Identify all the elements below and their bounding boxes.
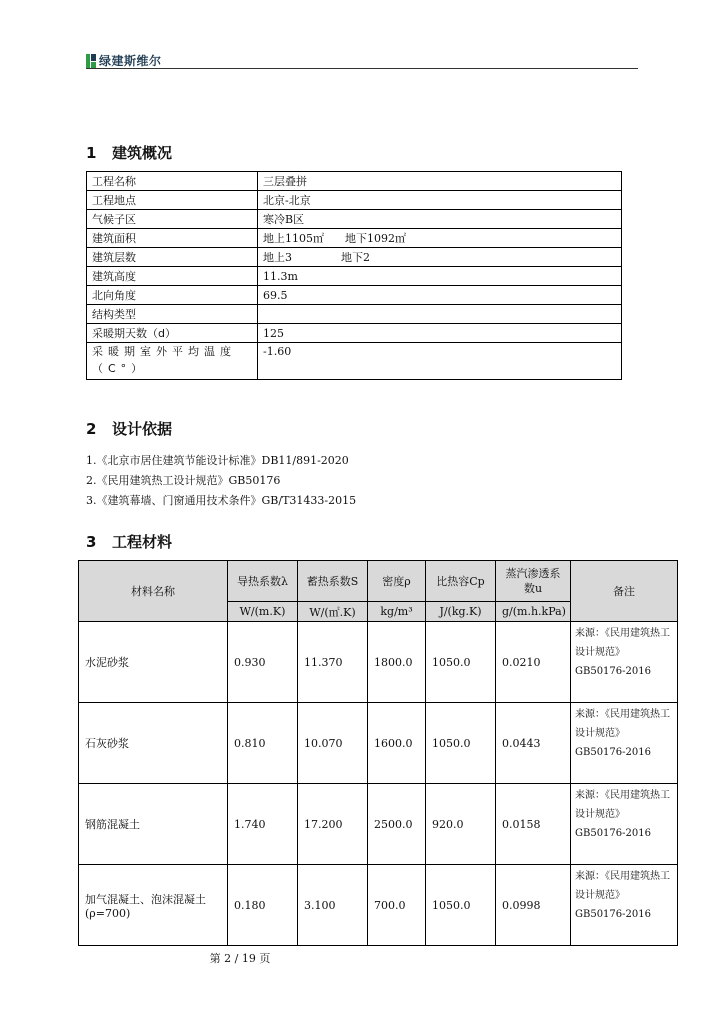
row-value: 寒冷B区 bbox=[258, 210, 622, 229]
col-header-note: 备注 bbox=[571, 561, 678, 622]
unit-cp: J/(kg.K) bbox=[426, 602, 496, 622]
material-s: 3.100 bbox=[298, 865, 368, 946]
section1-number: 1 bbox=[86, 144, 97, 162]
table-row bbox=[87, 324, 622, 343]
page-header bbox=[86, 50, 638, 70]
list-item: 1.《北京市居住建筑节能设计标准》DB11/891-2020 bbox=[86, 454, 349, 467]
row-value: 11.3m bbox=[258, 267, 622, 286]
table-row bbox=[87, 305, 622, 324]
material-rho: 1600.0 bbox=[368, 703, 426, 784]
section3-title: 工程材料 bbox=[112, 533, 173, 551]
table-row bbox=[79, 703, 678, 784]
material-s: 10.070 bbox=[298, 703, 368, 784]
row-label: 采暖期天数（d） bbox=[87, 324, 258, 343]
table-row bbox=[79, 784, 678, 865]
material-name: 石灰砂浆 bbox=[79, 703, 228, 784]
col-header-lambda: 导热系数λ bbox=[228, 561, 298, 602]
table-row bbox=[79, 622, 678, 703]
table-row bbox=[87, 229, 622, 248]
list-item: 2.《民用建筑热工设计规范》GB50176 bbox=[86, 474, 281, 487]
reference-list bbox=[86, 451, 356, 511]
row-label: 工程名称 bbox=[87, 172, 258, 191]
table-row bbox=[79, 865, 678, 946]
material-lambda: 1.740 bbox=[228, 784, 298, 865]
row-value: -1.60 bbox=[258, 343, 622, 380]
table-row bbox=[87, 267, 622, 286]
col-header-cp: 比热容Cp bbox=[426, 561, 496, 602]
col-header-name: 材料名称 bbox=[79, 561, 228, 622]
row-value: 三层叠拼 bbox=[258, 172, 622, 191]
table-row bbox=[87, 248, 622, 267]
building-overview-table bbox=[86, 171, 622, 380]
material-rho: 700.0 bbox=[368, 865, 426, 946]
material-u: 0.0158 bbox=[496, 784, 571, 865]
section3-heading bbox=[86, 531, 172, 552]
logo-mark-icon bbox=[86, 54, 96, 68]
material-cp: 1050.0 bbox=[426, 703, 496, 784]
material-lambda: 0.930 bbox=[228, 622, 298, 703]
section2-heading bbox=[86, 418, 172, 439]
section2-number: 2 bbox=[86, 420, 97, 438]
section3-number: 3 bbox=[86, 533, 97, 551]
table-row bbox=[87, 191, 622, 210]
row-value: 地上1105㎡ 地下1092㎡ bbox=[258, 229, 622, 248]
unit-rho: kg/m³ bbox=[368, 602, 426, 622]
list-item: 3.《建筑幕墙、门窗通用技术条件》GB/T31433-2015 bbox=[86, 494, 357, 507]
table-row bbox=[87, 343, 622, 380]
col-header-u: 蒸汽渗透系数u bbox=[496, 561, 571, 602]
material-cp: 1050.0 bbox=[426, 865, 496, 946]
row-label: 建筑层数 bbox=[87, 248, 258, 267]
page-number: 第 2 / 19 页 bbox=[209, 952, 271, 965]
row-label: 气候子区 bbox=[87, 210, 258, 229]
table-row bbox=[87, 210, 622, 229]
logo-text: 绿建斯维尔 bbox=[99, 54, 162, 68]
row-label: 采暖期室外平均温度（C°） bbox=[87, 343, 258, 380]
material-u: 0.0443 bbox=[496, 703, 571, 784]
material-rho: 2500.0 bbox=[368, 784, 426, 865]
material-lambda: 0.810 bbox=[228, 703, 298, 784]
table-row bbox=[87, 286, 622, 305]
row-value: 69.5 bbox=[258, 286, 622, 305]
material-name: 水泥砂浆 bbox=[79, 622, 228, 703]
table-header-row bbox=[79, 561, 678, 602]
material-u: 0.0210 bbox=[496, 622, 571, 703]
row-label: 建筑面积 bbox=[87, 229, 258, 248]
col-header-s: 蓄热系数S bbox=[298, 561, 368, 602]
col-header-rho: 密度ρ bbox=[368, 561, 426, 602]
table-row bbox=[87, 172, 622, 191]
material-u: 0.0998 bbox=[496, 865, 571, 946]
material-note: 来源：《民用建筑热工设计规范》GB50176-2016 bbox=[571, 784, 678, 865]
material-s: 17.200 bbox=[298, 784, 368, 865]
material-cp: 920.0 bbox=[426, 784, 496, 865]
material-s: 11.370 bbox=[298, 622, 368, 703]
material-name: 加气混凝土、泡沫混凝土(ρ=700) bbox=[79, 865, 228, 946]
material-cp: 1050.0 bbox=[426, 622, 496, 703]
row-value bbox=[258, 305, 622, 324]
unit-u: g/(m.h.kPa) bbox=[496, 602, 571, 622]
section2-title: 设计依据 bbox=[112, 420, 173, 438]
header-divider bbox=[86, 68, 638, 69]
row-value: 125 bbox=[258, 324, 622, 343]
row-label: 结构类型 bbox=[87, 305, 258, 324]
material-note: 来源：《民用建筑热工设计规范》GB50176-2016 bbox=[571, 703, 678, 784]
row-value: 地上3 地下2 bbox=[258, 248, 622, 267]
unit-lambda: W/(m.K) bbox=[228, 602, 298, 622]
material-name: 钢筋混凝土 bbox=[79, 784, 228, 865]
row-value: 北京-北京 bbox=[258, 191, 622, 210]
row-label: 北向角度 bbox=[87, 286, 258, 305]
materials-table bbox=[78, 560, 678, 946]
unit-s: W/(㎡.K) bbox=[298, 602, 368, 622]
company-logo bbox=[86, 52, 162, 69]
row-label: 工程地点 bbox=[87, 191, 258, 210]
material-note: 来源：《民用建筑热工设计规范》GB50176-2016 bbox=[571, 865, 678, 946]
section1-heading bbox=[86, 142, 172, 163]
material-note: 来源：《民用建筑热工设计规范》GB50176-2016 bbox=[571, 622, 678, 703]
row-label: 建筑高度 bbox=[87, 267, 258, 286]
material-rho: 1800.0 bbox=[368, 622, 426, 703]
section1-title: 建筑概况 bbox=[112, 144, 173, 162]
material-lambda: 0.180 bbox=[228, 865, 298, 946]
